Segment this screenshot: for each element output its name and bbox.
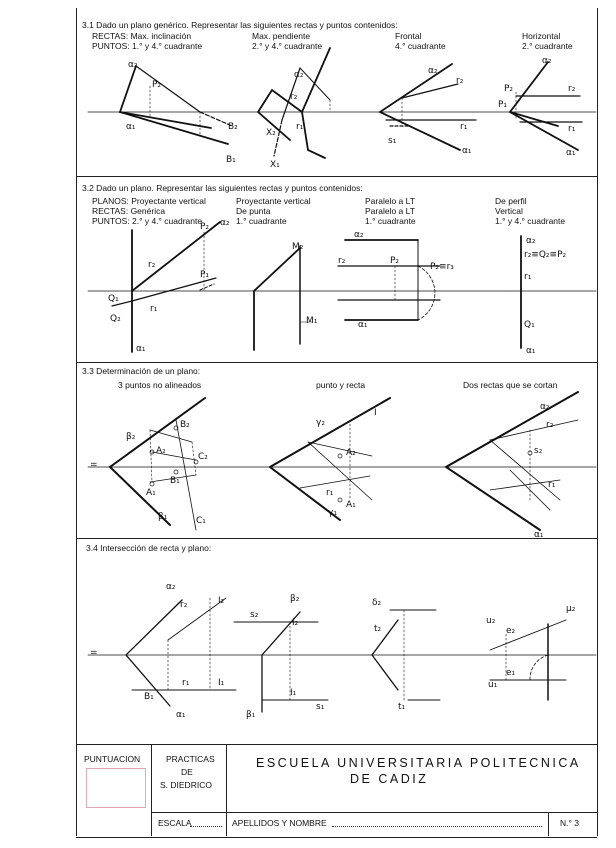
label-delta2: δ₂ <box>372 598 382 608</box>
section-3-4-title: 3.4 Intersección de recta y plano: <box>86 543 212 553</box>
school-city: DE CADIZ <box>350 772 429 786</box>
label-e1: e₁ <box>506 668 516 678</box>
label-beta1: β₁ <box>246 710 256 720</box>
sheet-number: N.° 3 <box>560 818 579 828</box>
label-alpha1: α₁ <box>176 710 186 720</box>
col-label: punto y recta <box>316 380 366 390</box>
label-r2: r₂ <box>180 600 188 610</box>
label-alpha2: α₂ <box>166 582 176 592</box>
label-alpha2: α₂ <box>220 218 230 228</box>
label-alpha2: α₂ <box>428 66 438 76</box>
stamp <box>86 768 146 808</box>
practicas-label: PRACTICAS <box>166 754 215 764</box>
label-r1: r₁ <box>296 122 304 132</box>
col-label: De perfil <box>495 196 527 206</box>
col-label: Horizontal <box>522 31 561 41</box>
col-label: Vertical <box>495 206 523 216</box>
label-alpha1: α₁ <box>136 344 146 354</box>
label-r1: r₁ <box>150 304 158 314</box>
label-m1: M₁ <box>306 316 318 326</box>
label-b2: B₂ <box>228 122 238 132</box>
lt-marker: = <box>90 648 98 658</box>
col-label: Frontal <box>395 31 422 41</box>
col-label: 1.° cuadrante <box>236 216 287 226</box>
col-label: Proyectante vertical <box>236 196 311 206</box>
label-alpha1: α₁ <box>126 122 136 132</box>
title-block-divider <box>151 812 597 813</box>
label-r1: r₁ <box>568 124 576 134</box>
label-t2: t₂ <box>374 624 382 634</box>
label-r1: r₁ <box>548 480 556 490</box>
label-c1: C₁ <box>196 516 206 526</box>
label-r1: r₁ <box>326 488 334 498</box>
label-a2: A₂ <box>346 448 356 458</box>
label-b1: B₁ <box>144 692 154 702</box>
col-label: 1.° y 4.° cuadrante <box>495 216 566 226</box>
label-alpha2: α₂ <box>540 402 550 412</box>
label-i1: I₁ <box>218 678 225 688</box>
label-beta2: β₂ <box>126 432 136 442</box>
col-label: 2.° cuadrante <box>522 41 573 51</box>
label-p2: P₂ <box>200 222 210 232</box>
label-s1: s₁ <box>388 136 397 146</box>
col-label: PUNTOS: 2.° y 4.° cuadrante <box>92 216 203 226</box>
col-label: Paralelo a LT <box>365 206 415 216</box>
label-alpha2: α₂ <box>294 70 304 80</box>
section-3-1-title: 3.1 Dado un plano genérico. Representar las siguientes rectas y puntos contenidos: <box>82 20 398 30</box>
label-r1: r₁ <box>460 122 468 132</box>
label-p2eq: P₂≡r₃ <box>430 262 454 272</box>
col-label: Dos rectas que se cortan <box>463 380 558 390</box>
label-r2: r₂ <box>148 260 156 270</box>
label-alpha2: α₂ <box>526 236 536 246</box>
label-p2: P₂ <box>152 80 162 90</box>
label-alpha1: α₁ <box>358 320 368 330</box>
label-s1: s₁ <box>316 702 325 712</box>
label-r2: r₂ <box>456 76 464 86</box>
label-i2: I₂ <box>292 618 299 628</box>
label-p1: P₁ <box>498 100 508 110</box>
label-q1: Q₁ <box>524 320 535 330</box>
col-label: 1.° cuadrante <box>365 216 416 226</box>
label-alpha1: α₁ <box>566 148 576 158</box>
label-gamma1: γ₁ <box>328 508 337 518</box>
escala-label: ESCALA <box>158 818 192 828</box>
label-b1: B₁ <box>226 155 236 165</box>
label-alpha2: α₂ <box>128 60 138 70</box>
label-i: I <box>374 408 377 418</box>
title-block-divider <box>151 744 152 836</box>
label-x2: X₂ <box>266 128 276 138</box>
label-m2: M₂ <box>292 242 304 252</box>
label-p2: P₂ <box>504 84 514 94</box>
practicas-label: DE <box>181 767 193 777</box>
col-label: Max. pendiente <box>252 31 311 41</box>
label-c2: C₂ <box>198 452 208 462</box>
col-label: 2.° y 4.° cuadrante <box>252 41 323 51</box>
col-label: 3 puntos no alineados <box>118 380 202 390</box>
label-gamma2: γ₂ <box>316 418 325 428</box>
title-block-divider <box>226 744 227 836</box>
label-beta1: β₁ <box>158 512 168 522</box>
label-a2: A₂ <box>156 446 166 456</box>
label-p2: P₂ <box>390 256 400 266</box>
school-name: ESCUELA UNIVERSITARIA POLITECNICA <box>256 756 581 770</box>
lt-marker: = <box>90 460 98 470</box>
apellidos-field[interactable] <box>332 826 542 827</box>
label-r1: r₁ <box>524 272 532 282</box>
label-r2: r₂ <box>290 92 298 102</box>
label-alpha2: α₂ <box>354 230 364 240</box>
label-e2: e₂ <box>506 626 516 636</box>
label-q2: Q₂ <box>110 314 121 324</box>
label-s2: s₂ <box>534 446 543 456</box>
apellidos-label: APELLIDOS Y NOMBRE <box>232 818 327 828</box>
col-label: 4.° cuadrante <box>395 41 446 51</box>
label-beta2: β₂ <box>290 594 300 604</box>
label-alpha1: α₁ <box>534 530 544 540</box>
col-label: RECTAS: Genérica <box>92 206 166 216</box>
col-label: PUNTOS: 1.° y 4.° cuadrante <box>92 41 203 51</box>
label-p1: P₁ <box>200 270 210 280</box>
section-3-2-title: 3.2 Dado un plano. Representar las siguientes rectas y puntos contenidos: <box>82 183 363 193</box>
label-a1: A₁ <box>346 500 356 510</box>
section-3-3-title: 3.3 Determinación de un plano: <box>82 366 201 376</box>
label-i2: I₂ <box>218 596 225 606</box>
label-i1: I₁ <box>290 688 297 698</box>
practicas-label: S. DIEDRICO <box>160 780 212 790</box>
puntuacion-label: PUNTUACION <box>84 754 141 764</box>
label-x1: X₁ <box>270 160 280 170</box>
col-label: De punta <box>236 206 271 216</box>
label-t1: t₁ <box>398 702 406 712</box>
title-block-divider <box>548 812 549 836</box>
label-u2: u₂ <box>486 616 496 626</box>
col-label: RECTAS: Max. inclinación <box>92 31 192 41</box>
label-a1: A₁ <box>146 488 156 498</box>
col-label: PLANOS: Proyectante vertical <box>92 196 206 206</box>
label-alpha1: α₁ <box>462 146 472 156</box>
label-r2: r₂ <box>546 420 554 430</box>
label-s2: s₂ <box>250 610 259 620</box>
label-alpha1: α₁ <box>526 346 536 356</box>
label-mu2: μ₂ <box>566 604 576 614</box>
label-b1: B₁ <box>170 476 180 486</box>
col-label: Paralelo a LT <box>365 196 415 206</box>
label-b2: B₂ <box>180 420 190 430</box>
label-r1: r₁ <box>182 678 190 688</box>
label-r2: r₂ <box>338 256 346 266</box>
label-alpha2: α₂ <box>542 56 552 66</box>
label-r2eq: r₂≡Q₂≡P₂ <box>524 250 567 260</box>
escala-field[interactable] <box>190 826 222 827</box>
label-u1: u₁ <box>488 680 498 690</box>
label-r2: r₂ <box>568 84 576 94</box>
label-q1: Q₁ <box>108 294 119 304</box>
